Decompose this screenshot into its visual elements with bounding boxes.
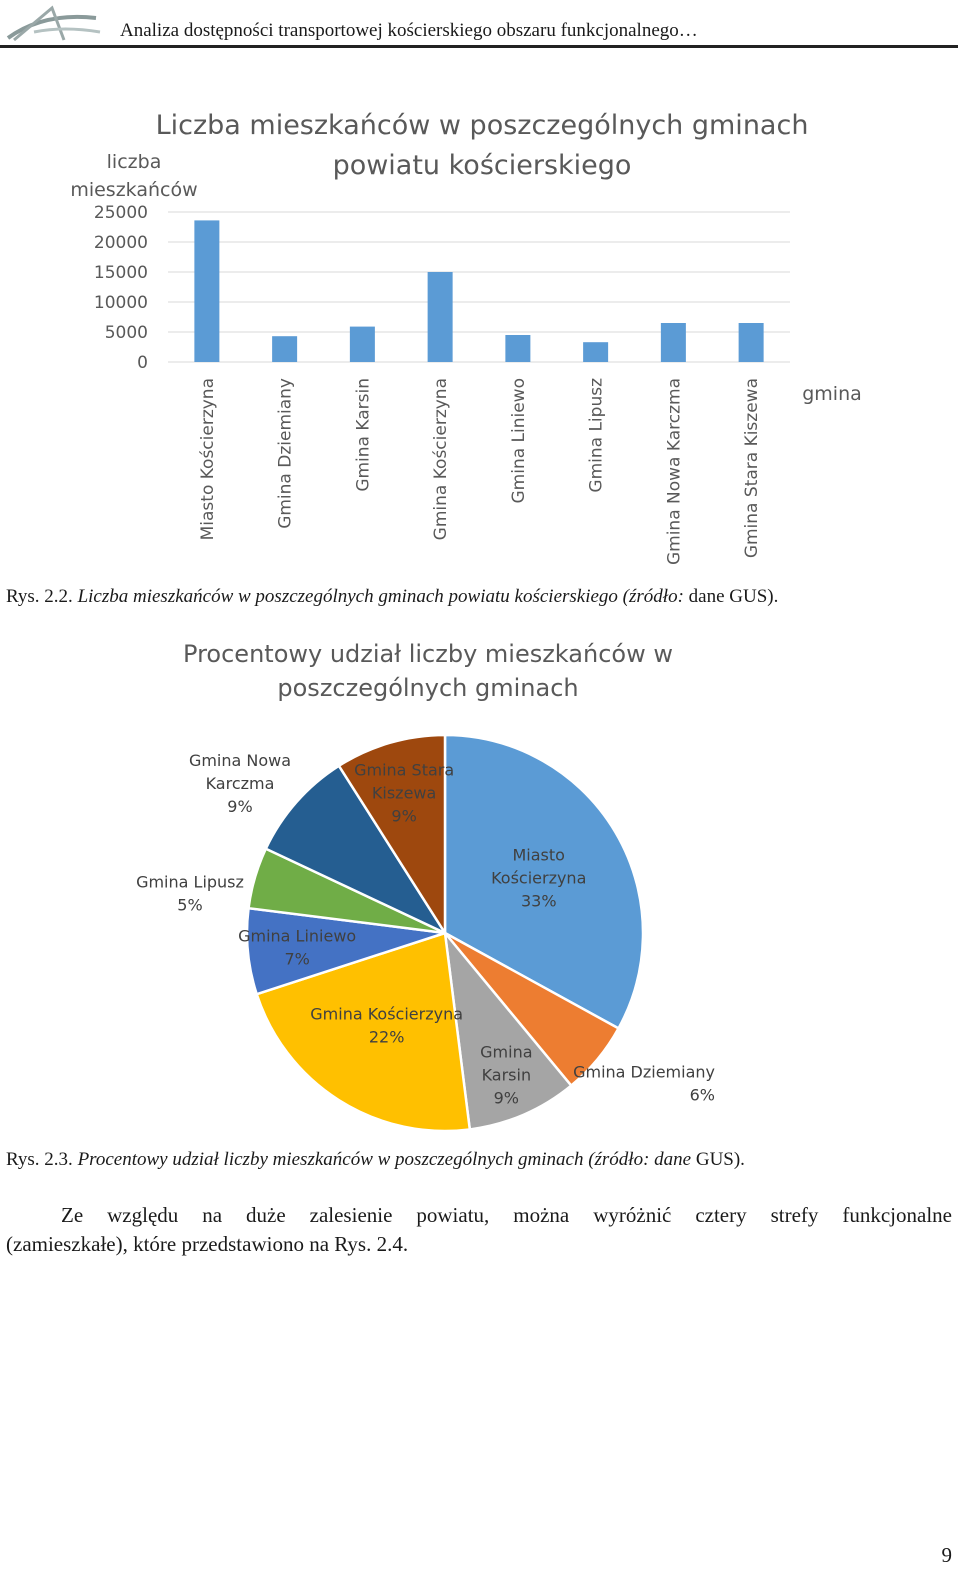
bar [661, 323, 686, 362]
pie-percent-label: 9% [493, 1088, 520, 1108]
pie-percent-label: 9% [227, 797, 253, 816]
header-rule [0, 45, 958, 48]
pie-slice-label: Gmina Kościerzyna [310, 1004, 464, 1024]
x-tick-label: Gmina Liniewo [508, 378, 529, 504]
x-tick-label: Gmina Nowa Karczma [664, 378, 685, 566]
pie-slice-label: Gmina Liniewo [238, 926, 357, 946]
pie-slice-label: Gmina Dziemiany [573, 1062, 715, 1082]
x-tick-label: Gmina Stara Kiszewa [742, 378, 763, 559]
pie-percent-label: 6% [689, 1085, 715, 1105]
bar-chart-ylabel-line2: mieszkańców [70, 179, 198, 201]
pie-chart [0, 630, 960, 1140]
pie-slice-label: Gmina Nowa [188, 751, 292, 770]
bar-chart-title-line1: Liczba mieszkańców w poszczególnych gminach [155, 110, 809, 141]
bar [428, 272, 453, 362]
pie-percent-label: 33% [520, 891, 557, 911]
bar [505, 335, 530, 362]
figure-caption-2: Rys. 2.3. Procentowy udział liczby mieszkańców w poszczególnych gminach (źródło: dane GUS). [6, 1149, 745, 1170]
bar-chart-xlabel: gmina [802, 383, 862, 405]
pie-slice-label: Kiszewa [371, 783, 437, 803]
x-tick-label: Gmina Kościerzyna [431, 378, 452, 541]
pie-slice-label: Karczma [205, 774, 275, 793]
page-number: 9 [941, 1543, 952, 1567]
pie-slice-label: Karsin [481, 1065, 532, 1085]
bar [350, 327, 375, 362]
figure-caption-1: Rys. 2.2. Liczba mieszkańców w poszczególnych gminach powiatu kościerskiego (źródło: dane GUS). [6, 586, 779, 607]
y-tick-label: 20000 [93, 233, 148, 253]
bar [272, 336, 297, 362]
x-tick-label: Gmina Dziemiany [275, 378, 296, 529]
pie-slice-label: Gmina Lipusz [136, 872, 244, 892]
body-paragraph [6, 1201, 952, 1259]
header-title: Analiza dostępności transportowej kościerskiego obszaru funkcjonalnego… [120, 20, 698, 41]
pie-percent-label: 5% [177, 895, 203, 915]
y-tick-label: 5000 [104, 323, 148, 343]
logo-icon [4, 2, 104, 46]
pie-chart-title-line1: Procentowy udział liczby mieszkańców w [183, 640, 673, 668]
paragraph-line-2: (zamieszkałe), które przedstawiono na Rys. 2.4. [6, 1232, 409, 1256]
bar [583, 342, 608, 362]
x-tick-label: Gmina Lipusz [586, 378, 607, 493]
bar-chart [0, 100, 960, 575]
pie-slice-label: Miasto [512, 845, 565, 865]
pie-percent-label: 9% [391, 806, 417, 826]
pie-slice-label: Gmina Stara [354, 760, 455, 780]
x-tick-label: Miasto Kościerzyna [197, 378, 218, 541]
paragraph-line-1: Ze względu na duże zalesienie powiatu, można wyróżnić cztery strefy funkcjonalne [61, 1203, 952, 1227]
y-tick-label: 15000 [93, 263, 148, 283]
x-tick-label: Gmina Karsin [353, 378, 374, 492]
pie-percent-label: 22% [368, 1027, 405, 1047]
pie-slice-label: Gmina [480, 1042, 533, 1062]
bar [739, 323, 764, 362]
y-tick-label: 10000 [93, 293, 148, 313]
page-header [0, 0, 960, 50]
bar-chart-ylabel-line1: liczba [106, 151, 162, 173]
pie-slice-label: Kościerzyna [491, 868, 587, 888]
bar-chart-title-line2: powiatu kościerskiego [332, 150, 632, 181]
y-tick-label: 0 [137, 353, 148, 373]
bar [194, 220, 219, 362]
pie-percent-label: 7% [284, 949, 310, 969]
pie-chart-title-line2: poszczególnych gminach [277, 674, 579, 702]
y-tick-label: 25000 [93, 203, 148, 223]
